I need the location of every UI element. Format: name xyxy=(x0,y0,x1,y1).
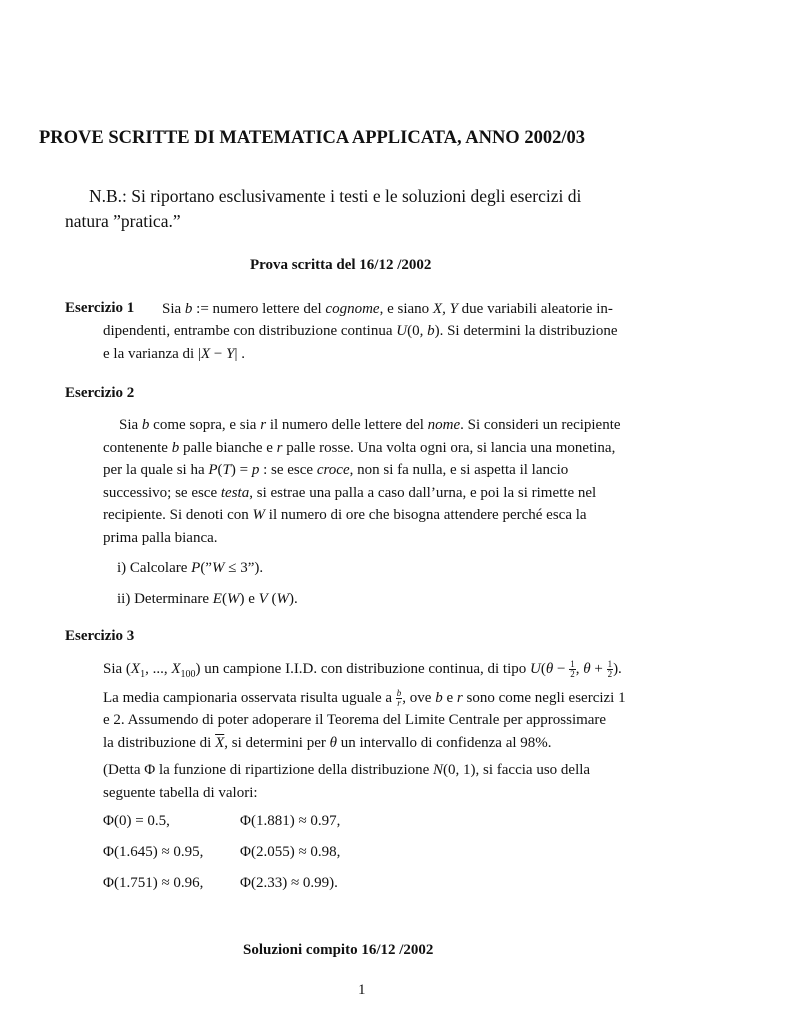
exercise-2-item-2: ii) Determinare E(W) e V (W). xyxy=(117,591,298,607)
exercise-1-line-3: e la varianza di |X − Y| . xyxy=(103,345,245,362)
exercise-1-text-cont xyxy=(103,320,660,365)
exercise-2-line-1: Sia b come sopra, e sia r il numero delle lettere del nome. Si consideri un recipiente xyxy=(119,417,621,433)
exercise-1-line-2: dipendenti, entrambe con distribuzione continua U(0, b). Si determini la distribuzione xyxy=(103,323,618,339)
note-paragraph xyxy=(65,184,662,234)
phi-table-cell-1-1: Φ(0) = 0.5, xyxy=(103,813,170,829)
exercise-3-hint-line-1: (Detta Φ la funzione di ripartizione della distribuzione N(0, 1), si faccia uso della xyxy=(103,762,591,778)
exercise-2-line-2: contenente b palle bianche e r palle rosse. Una volta ogni ora, si lancia una monetina, xyxy=(103,439,616,456)
section-heading-exam: Prova scritta del 16/12 /2002 xyxy=(250,257,432,273)
exercise-2-label: Esercizio 2 xyxy=(65,385,135,401)
section-heading-solutions: Soluzioni compito 16/12 /2002 xyxy=(243,942,434,958)
exercise-2-line-6: prima palla bianca. xyxy=(103,529,218,546)
exercise-2-line-3: per la quale si ha P(T) = p : se esce croce, non si fa nulla, e si aspetta il lancio xyxy=(103,462,569,478)
exercise-2-line-5: recipiente. Si denoti con W il numero di ore che bisogna attendere perché esca la xyxy=(103,507,587,523)
exercise-3-text xyxy=(103,658,669,754)
exercise-3-line-2: La media campionaria osservata risulta uguale a $\frac{b}{r}$ , ove b e r sono come negli esercizi 1 xyxy=(103,687,626,708)
note-line-2: natura ”pratica.” xyxy=(65,211,181,231)
phi-table-cell-1-2: Φ(1.881) ≈ 0.97, xyxy=(240,813,341,829)
exercise-2-line-4: successivo; se esce testa, si estrae una palla a caso dall’urna, e poi la si rimette nel xyxy=(103,484,597,501)
exercise-1-label: Esercizio 1 xyxy=(65,300,135,316)
exercise-1-line-1: Sia b := numero lettere del cognome, e siano X, Y due variabili aleatorie in- xyxy=(162,301,613,317)
exercise-3-hint xyxy=(103,759,660,804)
exercise-3-line-4: la distribuzione di $\overline{X}$, si determini per θ un intervallo di confidenza al 98%. xyxy=(103,734,552,751)
document-title: PROVE SCRITTE DI MATEMATICA APPLICATA, ANNO 2002/03 xyxy=(39,128,585,148)
exercise-1-text xyxy=(162,298,660,321)
phi-table-cell-3-1: Φ(1.751) ≈ 0.96, xyxy=(103,875,204,891)
exercise-3-line-3: e 2. Assumendo di poter adoperare il Teorema del Limite Centrale per approssimare xyxy=(103,712,607,728)
phi-table-cell-3-2: Φ(2.33) ≈ 0.99). xyxy=(240,875,338,891)
exercise-3-hint-line-2: seguente tabella di valori: xyxy=(103,784,258,801)
note-line-1: N.B.: Si riportano esclusivamente i testi e le soluzioni degli esercizi di xyxy=(89,186,582,206)
exercise-2-item-1: i) Calcolare P(”W ≤ 3”). xyxy=(117,560,264,576)
phi-table-cell-2-1: Φ(1.645) ≈ 0.95, xyxy=(103,844,204,860)
exercise-3-label: Esercizio 3 xyxy=(65,628,135,644)
exercise-3-line-1: Sia ($X_1$, ..., $X_{100}$) un campione I.I.D. con distribuzione continua, di tipo U(θ − $\frac{1}{2}$ , θ + $\frac{1}{2}$ ). xyxy=(103,659,622,680)
page-number: 1 xyxy=(358,982,366,998)
exercise-2-text xyxy=(103,414,660,549)
phi-table-cell-2-2: Φ(2.055) ≈ 0.98, xyxy=(240,844,341,860)
